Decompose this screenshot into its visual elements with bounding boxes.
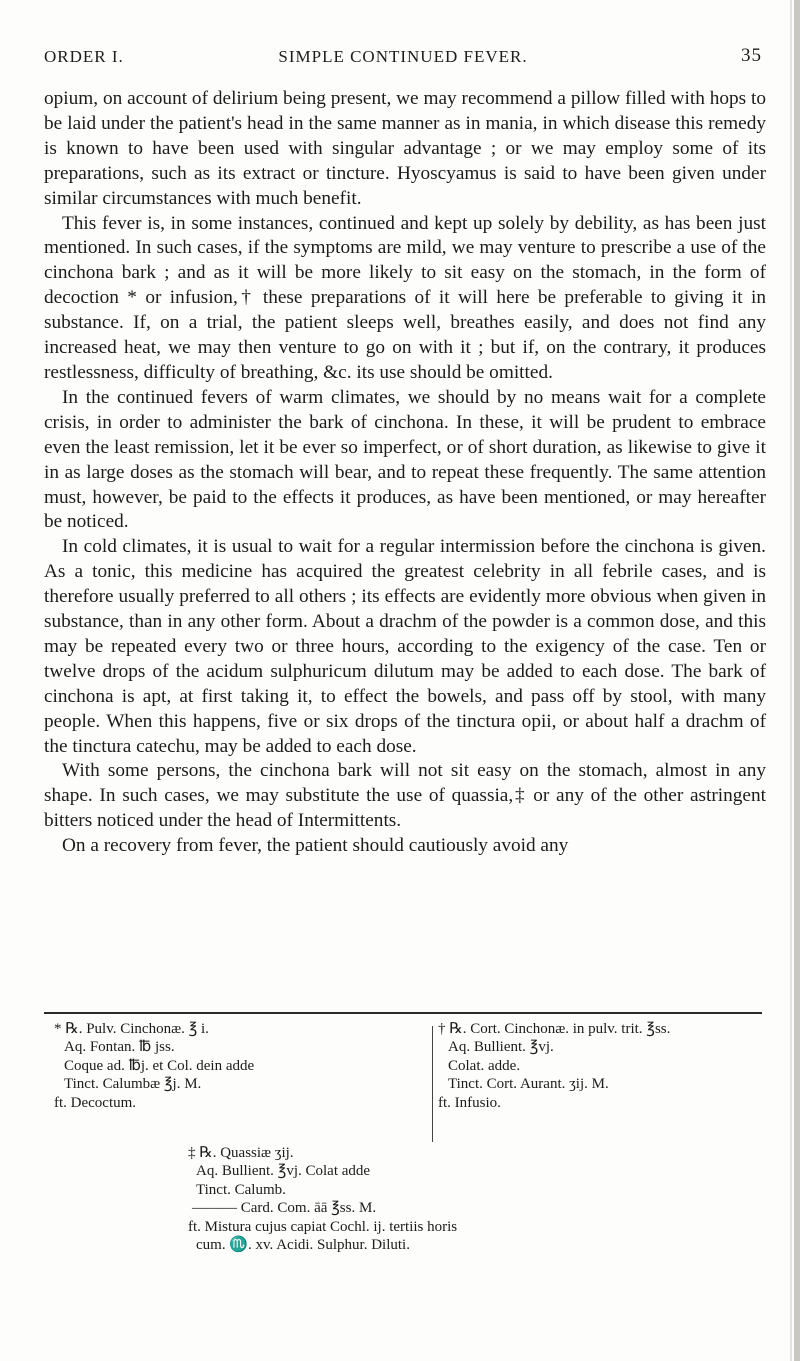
page-edge-line <box>790 0 792 1361</box>
footnote-line: Aq. Bullient. ℥vj. <box>448 1039 554 1056</box>
page-number: 35 <box>741 45 762 66</box>
footnote-line: ft. Mistura cujus capiat Cochl. ij. tertiis horis <box>188 1218 458 1235</box>
footnote-line: † ℞. Cort. Cinchonæ. in pulv. trit. ℥ss. <box>438 1021 671 1037</box>
footnote-line: * ℞. Pulv. Cinchonæ. ℥ i. <box>54 1021 209 1037</box>
footnote-line: Aq. Bullient. ℥vj. Colat adde <box>196 1163 371 1180</box>
footnote-line: Tinct. Calumbæ ℥j. M. <box>64 1076 202 1093</box>
paragraph: On a recovery from fever, the patient should cautiously avoid any <box>62 835 569 857</box>
paragraph: This fever is, in some instances, continued and kept up solely by debility, as has been just mentioned. In such cases, if the symptoms are mild, we may venture to prescribe a use of the cinchona bark ; and as it will be more likely to sit easy on the stomach, in the form of decoction * or infusion,† these preparations of it will here be preferable to giving it in substance. If, on a trial, the patient sleeps well, breathes easily, and does not find any increased heat, we may then venture to go on with it ; but if, on the contrary, it produces restlessness, difficulty of breathing, &c. its use should be omitted. <box>44 212 766 383</box>
footnote-infusion <box>438 1020 758 1112</box>
footnote-line: Aq. Fontan. ℔ jss. <box>64 1039 175 1056</box>
footnote-rule <box>44 1012 762 1014</box>
footnote-line: cum. ♏. xv. Acidi. Sulphur. Diluti. <box>196 1237 410 1254</box>
footnote-line: ft. Decoctum. <box>54 1094 137 1111</box>
footnote-line: ft. Infusio. <box>438 1094 501 1111</box>
page-edge-shadow <box>794 0 800 1361</box>
footnote-line: Tinct. Calumb. <box>196 1181 286 1198</box>
footnote-decoction <box>54 1020 384 1112</box>
footnote-line: ‡ ℞. Quassiæ ʒij. <box>188 1145 294 1161</box>
paragraph: In the continued fevers of warm climates, we should by no means wait for a complete crisis, in order to administer the bark of cinchona. In these, it will be prudent to embrace even the least remission, let it be ever so imperfect, or of short duration, as likewise to give it in as large doses as the stomach will bear, and to repeat these frequently. The same attention must, however, be paid to the effects it produces, as have been mentioned, or may hereafter be noticed. <box>44 386 766 533</box>
main-text <box>44 87 766 859</box>
footnote-line: Tinct. Cort. Aurant. ʒij. M. <box>448 1076 609 1093</box>
paragraph: With some persons, the cinchona bark will not sit easy on the stomach, almost in any shape. In such cases, we may substitute the use of quassia,‡ or any of the other astringent bitters noticed under the head of Intermittents. <box>44 760 766 832</box>
paragraph: In cold climates, it is usual to wait for a regular intermission before the cinchona is given. As a tonic, this medicine has acquired the greatest celebrity in all febrile cases, and is therefore usually preferred to all others ; its effects are evidently more obvious when given in substance, than in any other form. About a drachm of the powder is a common dose, and this may be repeated every two or three hours, according to the exigency of the case. Ten or twelve drops of the acidum sulphuricum dilutum may be added to each dose. The bark of cinchona is apt, at first taking it, to effect the bowels, and pass off by stool, with many people. When this happens, five or six drops of the tinctura opii, or about half a drachm of the tinctura catechu, may be added to each dose. <box>44 536 766 757</box>
footnote-line: Coque ad. ℔j. et Col. dein adde <box>64 1057 255 1074</box>
footnote-column-divider <box>432 1026 433 1142</box>
footnote-line: ——— Card. Com. āā ℥ss. M. <box>192 1200 377 1217</box>
header-title: SIMPLE CONTINUED FEVER. <box>278 47 528 66</box>
footnote-quassia <box>188 1144 748 1254</box>
paragraph: opium, on account of delirium being present, we may recommend a pillow filled with hops to be laid under the patient's head in the same manner as in mania, in which disease this remedy is known to have been used with singular advantage ; or we may employ some of its preparations, such as its extract or tincture. Hyoscyamus is said to have been given under similar circumstances with much benefit. <box>44 88 766 209</box>
running-header <box>44 47 762 71</box>
footnote-line: Colat. adde. <box>448 1057 521 1074</box>
header-order: ORDER I. <box>44 47 124 66</box>
